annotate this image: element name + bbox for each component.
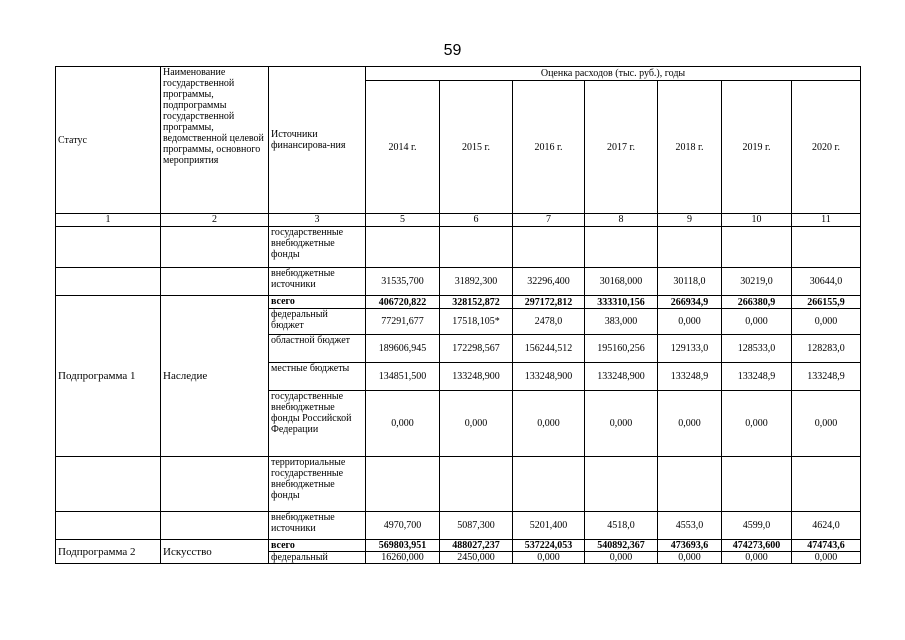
source-label: всего [269,540,366,552]
value-cell [658,227,722,268]
value-cell: 0,000 [792,391,861,457]
value-cell: 195160,256 [585,335,658,363]
column-number: 9 [658,214,722,227]
header-program-name: Наименование государственной программы, подпрограммы государственной программы, ведомственной целевой программы, основного мероприятия [161,67,269,214]
value-cell: 17518,105* [440,309,513,335]
header-year: 2020 г. [792,81,861,214]
empty-cell [161,512,269,540]
value-cell [513,227,585,268]
value-cell: 328152,872 [440,296,513,309]
subprogram-name: Наследие [161,296,269,457]
column-number: 1 [56,214,161,227]
column-number: 2 [161,214,269,227]
value-cell: 32296,400 [513,268,585,296]
value-cell [722,227,792,268]
value-cell [658,457,722,512]
source-label: внебюджетные источники [269,268,366,296]
value-cell: 0,000 [440,391,513,457]
column-number-row [56,214,861,227]
empty-cell [56,512,161,540]
value-cell: 134851,500 [366,363,440,391]
empty-cell [161,457,269,512]
empty-cell [56,227,161,268]
header-year: 2017 г. [585,81,658,214]
value-cell: 77291,677 [366,309,440,335]
subprogram-status: Подпрограмма 2 [56,540,161,564]
value-cell: 0,000 [513,552,585,564]
value-cell: 537224,053 [513,540,585,552]
value-cell [366,457,440,512]
empty-cell [161,227,269,268]
value-cell [792,457,861,512]
source-label: государственные внебюджетные фонды Российской Федерации [269,391,366,457]
value-cell: 0,000 [722,552,792,564]
value-cell: 266934,9 [658,296,722,309]
header-year: 2018 г. [658,81,722,214]
value-cell: 5201,400 [513,512,585,540]
column-number: 5 [366,214,440,227]
empty-cell [161,268,269,296]
table-row [56,457,861,512]
value-cell: 30219,0 [722,268,792,296]
value-cell [440,457,513,512]
header-sources: Источники финансирова-ния [269,67,366,214]
header-year: 2014 г. [366,81,440,214]
value-cell: 30168,000 [585,268,658,296]
value-cell [722,457,792,512]
value-cell: 4624,0 [792,512,861,540]
value-cell: 172298,567 [440,335,513,363]
value-cell: 0,000 [722,309,792,335]
value-cell: 540892,367 [585,540,658,552]
header-year: 2016 г. [513,81,585,214]
value-cell: 30644,0 [792,268,861,296]
table-row [56,512,861,540]
value-cell: 133248,9 [792,363,861,391]
value-cell [585,457,658,512]
source-label: федеральный бюджет [269,309,366,335]
source-label: местные бюджеты [269,363,366,391]
value-cell: 128533,0 [722,335,792,363]
source-label: всего [269,296,366,309]
source-label: федеральный [269,552,366,564]
header-estimate: Оценка расходов (тыс. руб.), годы [366,67,861,81]
header-year: 2019 г. [722,81,792,214]
table-row [56,227,861,268]
value-cell: 2478,0 [513,309,585,335]
value-cell: 5087,300 [440,512,513,540]
value-cell: 30118,0 [658,268,722,296]
value-cell: 297172,812 [513,296,585,309]
budget-table [55,66,861,564]
source-label: территориальные государственные внебюджетные фонды [269,457,366,512]
empty-cell [56,457,161,512]
column-number: 10 [722,214,792,227]
value-cell: 133248,9 [658,363,722,391]
empty-cell [56,268,161,296]
source-label: внебюджетные источники [269,512,366,540]
value-cell: 333310,156 [585,296,658,309]
source-label: государственные внебюджетные фонды [269,227,366,268]
value-cell: 2450,000 [440,552,513,564]
value-cell: 0,000 [658,309,722,335]
value-cell [513,457,585,512]
header-year: 2015 г. [440,81,513,214]
value-cell: 474743,6 [792,540,861,552]
value-cell: 189606,945 [366,335,440,363]
column-number: 11 [792,214,861,227]
column-number: 8 [585,214,658,227]
value-cell: 0,000 [513,391,585,457]
column-number: 3 [269,214,366,227]
page-number: 59 [443,42,462,59]
value-cell: 156244,512 [513,335,585,363]
value-cell: 133248,900 [585,363,658,391]
value-cell: 0,000 [792,552,861,564]
value-cell: 0,000 [722,391,792,457]
value-cell [585,227,658,268]
value-cell: 473693,6 [658,540,722,552]
table-row [56,296,861,309]
column-number: 6 [440,214,513,227]
value-cell: 133248,9 [722,363,792,391]
table-row [56,268,861,296]
value-cell: 474273,600 [722,540,792,552]
value-cell: 0,000 [792,309,861,335]
value-cell: 0,000 [658,552,722,564]
value-cell: 4970,700 [366,512,440,540]
value-cell: 31535,700 [366,268,440,296]
value-cell [440,227,513,268]
source-label: областной бюджет [269,335,366,363]
value-cell: 129133,0 [658,335,722,363]
value-cell: 4599,0 [722,512,792,540]
value-cell: 133248,900 [513,363,585,391]
subprogram-status: Подпрограмма 1 [56,296,161,457]
value-cell: 0,000 [366,391,440,457]
value-cell: 31892,300 [440,268,513,296]
value-cell: 406720,822 [366,296,440,309]
value-cell: 383,000 [585,309,658,335]
value-cell: 133248,900 [440,363,513,391]
value-cell: 266380,9 [722,296,792,309]
value-cell: 4553,0 [658,512,722,540]
value-cell: 569803,951 [366,540,440,552]
table-row [56,540,861,552]
value-cell: 0,000 [658,391,722,457]
value-cell: 266155,9 [792,296,861,309]
value-cell: 128283,0 [792,335,861,363]
value-cell [366,227,440,268]
value-cell: 488027,237 [440,540,513,552]
value-cell: 4518,0 [585,512,658,540]
header-status: Статус [56,67,161,214]
value-cell: 0,000 [585,391,658,457]
subprogram-name: Искусство [161,540,269,564]
value-cell [792,227,861,268]
value-cell: 0,000 [585,552,658,564]
column-number: 7 [513,214,585,227]
value-cell: 16260,000 [366,552,440,564]
